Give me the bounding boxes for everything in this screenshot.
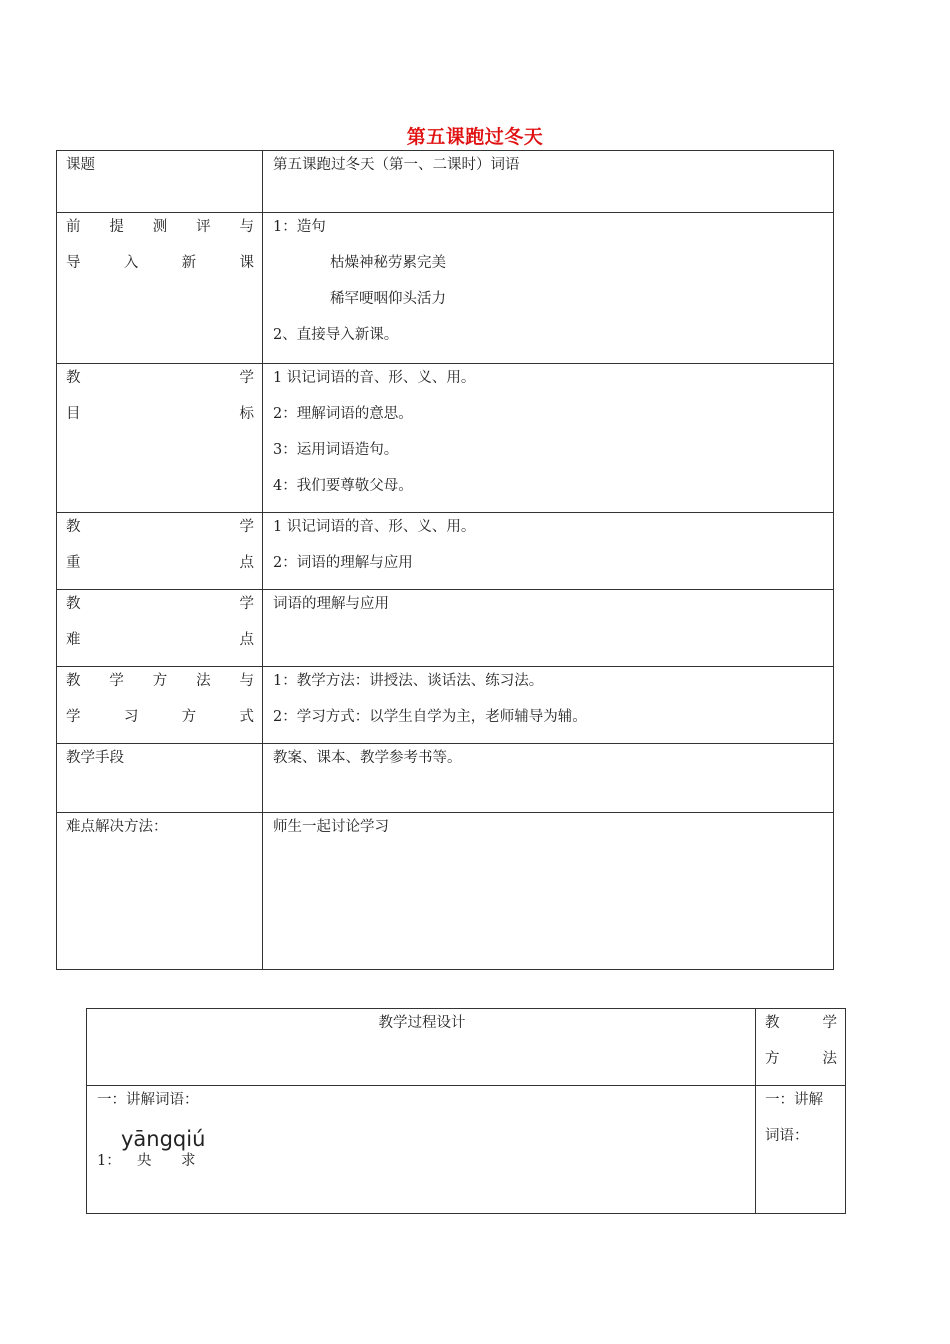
method-header-line-1: 教学 xyxy=(765,1015,837,1031)
method-content-line-2: 词语： xyxy=(765,1128,809,1144)
difficulty-label-line-2: 难点 xyxy=(66,632,254,648)
means-label: 教学手段 xyxy=(66,750,124,766)
pretest-label-line-2: 导入新课 xyxy=(66,255,254,271)
solution-label-cell xyxy=(57,813,263,970)
method-line-1: 1：教学方法：讲授法、谈话法、练习法。 xyxy=(273,673,544,689)
table-row xyxy=(57,744,834,813)
solution-label: 难点解决方法： xyxy=(66,819,168,835)
method-label-cell xyxy=(57,667,263,744)
method-header-line-2: 方法 xyxy=(765,1051,837,1067)
table-row xyxy=(57,151,834,213)
difficulty-label-cell xyxy=(57,590,263,667)
topic-value: 第五课跑过冬天（第一、二课时）词语 xyxy=(273,157,520,173)
table-row xyxy=(57,590,834,667)
key-label-cell xyxy=(57,513,263,590)
goal-line-1: 1 识记词语的音、形、义、用。 xyxy=(273,370,476,386)
pretest-line-1: 1：造句 xyxy=(273,219,326,235)
key-value-cell xyxy=(263,513,834,590)
pretest-line-4: 2、直接导入新课。 xyxy=(273,327,399,343)
word-row xyxy=(97,1152,747,1170)
table-row xyxy=(57,813,834,970)
solution-value-cell xyxy=(263,813,834,970)
difficulty-value-cell xyxy=(263,590,834,667)
method-value-cell xyxy=(263,667,834,744)
pretest-words-2: 稀罕哽咽仰头活力 xyxy=(330,291,446,307)
table-row xyxy=(57,364,834,513)
word-char-2: 求 xyxy=(181,1153,196,1169)
goals-label-cell xyxy=(57,364,263,513)
process-header: 教学过程设计 xyxy=(378,1015,466,1031)
goals-value-cell xyxy=(263,364,834,513)
goals-label-line-1: 教学 xyxy=(66,370,254,386)
topic-label-cell xyxy=(57,151,263,213)
key-line-2: 2：词语的理解与应用 xyxy=(273,555,413,571)
process-design-table xyxy=(86,1008,846,1214)
word-char-1: 央 xyxy=(137,1153,152,1169)
method-content-cell xyxy=(756,1086,846,1214)
word-number: 1： xyxy=(97,1153,121,1169)
process-content-cell xyxy=(87,1086,756,1214)
key-label-line-1: 教学 xyxy=(66,519,254,535)
pretest-label-cell xyxy=(57,213,263,364)
goal-line-4: 4：我们要尊敬父母。 xyxy=(273,478,413,494)
difficulty-label-line-1: 教学 xyxy=(66,596,254,612)
pretest-value-cell xyxy=(263,213,834,364)
table-row xyxy=(57,667,834,744)
method-header-cell xyxy=(756,1009,846,1086)
solution-value: 师生一起讨论学习 xyxy=(273,819,389,835)
goal-line-2: 2：理解词语的意思。 xyxy=(273,406,413,422)
pinyin-text: yāngqiú xyxy=(121,1127,206,1151)
means-value-cell xyxy=(263,744,834,813)
topic-value-cell xyxy=(263,151,834,213)
key-line-1: 1 识记词语的音、形、义、用。 xyxy=(273,519,476,535)
means-value: 教案、课本、教学参考书等。 xyxy=(273,750,462,766)
goals-label-line-2: 目标 xyxy=(66,406,254,422)
table-row xyxy=(57,513,834,590)
topic-label: 课题 xyxy=(66,157,95,173)
page-title: 第五课跑过冬天 xyxy=(406,126,544,148)
table-row xyxy=(87,1086,846,1214)
method-line-2: 2：学习方式：以学生自学为主，老师辅导为辅。 xyxy=(273,709,587,725)
section-title: 一：讲解词语： xyxy=(97,1092,199,1108)
process-header-cell xyxy=(87,1009,756,1086)
method-content-line-1: 一：讲解 xyxy=(765,1092,823,1108)
difficulty-value: 词语的理解与应用 xyxy=(273,596,389,612)
pretest-words-1: 枯燥神秘劳累完美 xyxy=(330,255,446,271)
table-row xyxy=(57,213,834,364)
means-label-cell xyxy=(57,744,263,813)
table-row xyxy=(87,1009,846,1086)
pretest-label-line-1: 前提测评与 xyxy=(66,219,254,235)
method-label-line-2: 学习方式 xyxy=(66,709,254,725)
key-label-line-2: 重点 xyxy=(66,555,254,571)
method-label-line-1: 教学方法与 xyxy=(66,673,254,689)
goal-line-3: 3：运用词语造句。 xyxy=(273,442,399,458)
lesson-info-table xyxy=(56,150,834,970)
